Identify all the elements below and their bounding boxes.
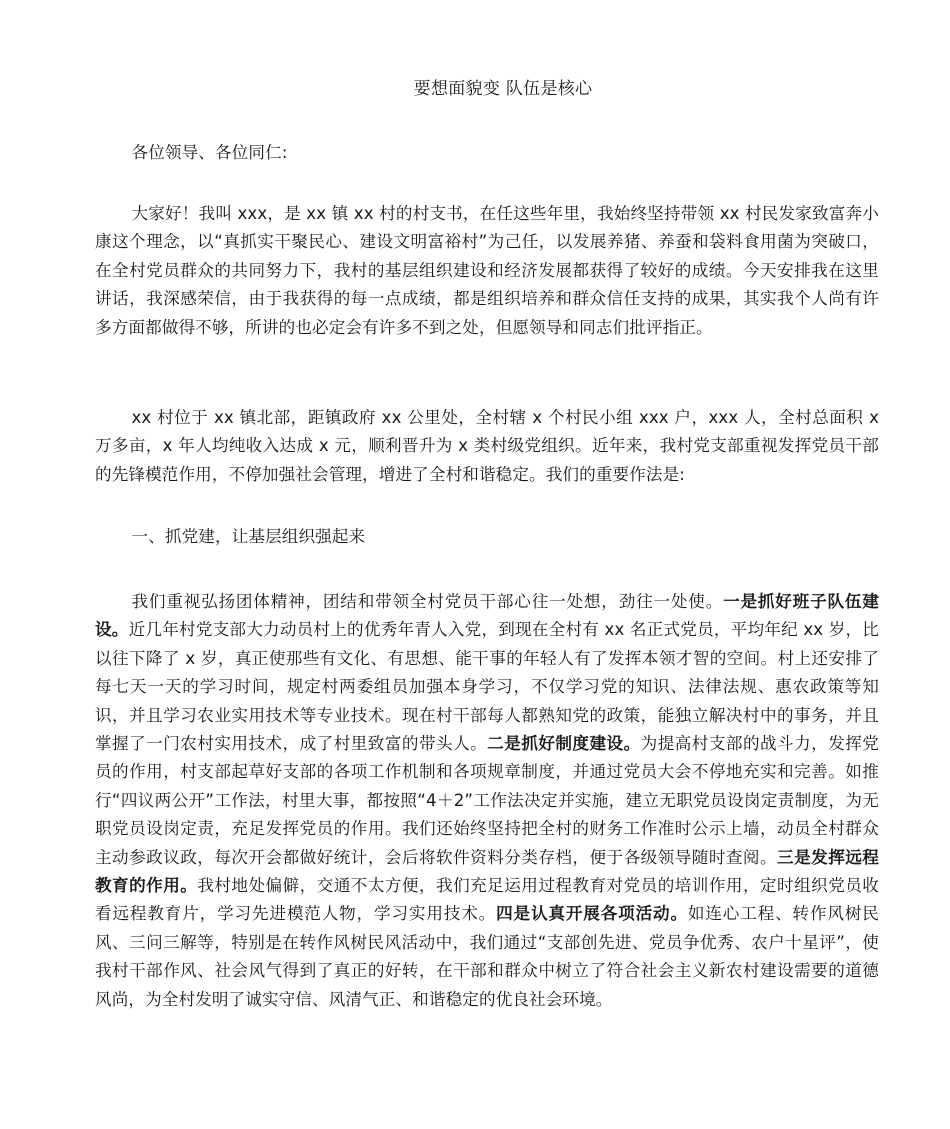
greeting: 各位领导、各位同仁: <box>131 143 288 162</box>
bold-point-activities: 四是认真开展各项活动。 <box>496 904 688 924</box>
bold-point-team: 一是抓好班子队伍建设。 <box>95 592 879 640</box>
bold-point-education: 三是发挥远程教育的作用。 <box>95 847 879 896</box>
paragraph-text: 如连心工程、转作风树民风、三问三解等，特别是在转作风树民风活动中，我们通过“支部创先进、党员争优秀、农户十星评”，使我村干部作风、社会风气得到了真正的好转，在干部和群众中树立了符合社会主义新农村建设需要的道德风尚，为全村发明了诚实守信、风清气正、和谐稳定的优良社会环境。 <box>95 904 879 1009</box>
bold-point-system: 二是抓好制度建设。 <box>487 734 641 754</box>
paragraph-text: 近几年村党支部大力动员村上的优秀年青人入党，到现在全村有 xx 名正式党员，平均年纪 xx 岁，比以往下降了 x 岁，真正使那些有文化、有思想、能干事的年轻人有了发挥本领才智的空间。村上还安排了每七天一天的学习时间，规定村两委组员加强本身学习，不仅学习党的知识、法律法规、惠农政策等知识，并且学习农业实用技术等专业技术。现在村干部每人都熟知党的政策，能独立解决村中的事务，并且掌握了一门农村实用技术，成了村里致富的带头人。 <box>95 620 879 754</box>
paragraph-party-building <box>95 588 879 1014</box>
paragraph-introduction: 大家好！我叫 xxx，是 xx 镇 xx 村的村支书，在任这些年里，我始终坚持带领 xx 村民发家致富奔小康这个理念，以“真抓实干聚民心、建设文明富裕村”为己任，以发展养猪、养蚕和袋料食用菌为突破口，在全村党员群众的共同努力下，我村的基层组织建设和经济发展都获得了较好的成绩。今天安排我在这里讲话，我深感荣信，由于我获得的每一点成绩，都是组织培养和群众信任支持的成果，其实我个人尚有许多方面都做得不够，所讲的也必定会有许多不到之处，但愿领导和同志们批评指正。 <box>95 204 879 337</box>
paragraph-text: 我们重视弘扬团体精神，团结和带领全村党员干部心往一处想，劲往一处使。 <box>131 592 724 611</box>
paragraph-text: 为提高村支部的战斗力，发挥党员的作用，村支部起草好支部的各项工作机制和各项规章制度，并通过党员大会不停地充实和完善。如推行“四议两公开”工作法，村里大事，都按照“4＋2”工作法决定并实施，建立无职党员设岗定责制度，为无职党员设岗定责，充足发挥党员的作用。我们还始终坚持把全村的财务工作准时公示上墙，动员全村群众主动参政议政，每次开会都做好统计，会后将软件资料分类存档，便于各级领导随时查阅。 <box>95 734 879 867</box>
paragraph-text: 我村地处偏僻，交通不太方便，我们充足运用过程教育对党员的培训作用，定时组织党员收看远程教育片，学习先进模范人物，学习实用技术。 <box>95 876 879 924</box>
section-heading: 一、抓党建，让基层组织强起来 <box>131 527 366 546</box>
paragraph-village-overview: xx 村位于 xx 镇北部，距镇政府 xx 公里处，全村辖 x 个村民小组 xxx 户，xxx 人，全村总面积 x 万多亩，x 年人均纯收入达成 x 元，顺利晋升为 x 类村级党组织。近年来，我村党支部重视发挥党员干部的先锋模范作用，不停加强社会管理，增进了全村和谐稳定。我们的重要作法是: <box>95 408 879 484</box>
document-title: 要想面貌变 队伍是核心 <box>413 79 593 99</box>
